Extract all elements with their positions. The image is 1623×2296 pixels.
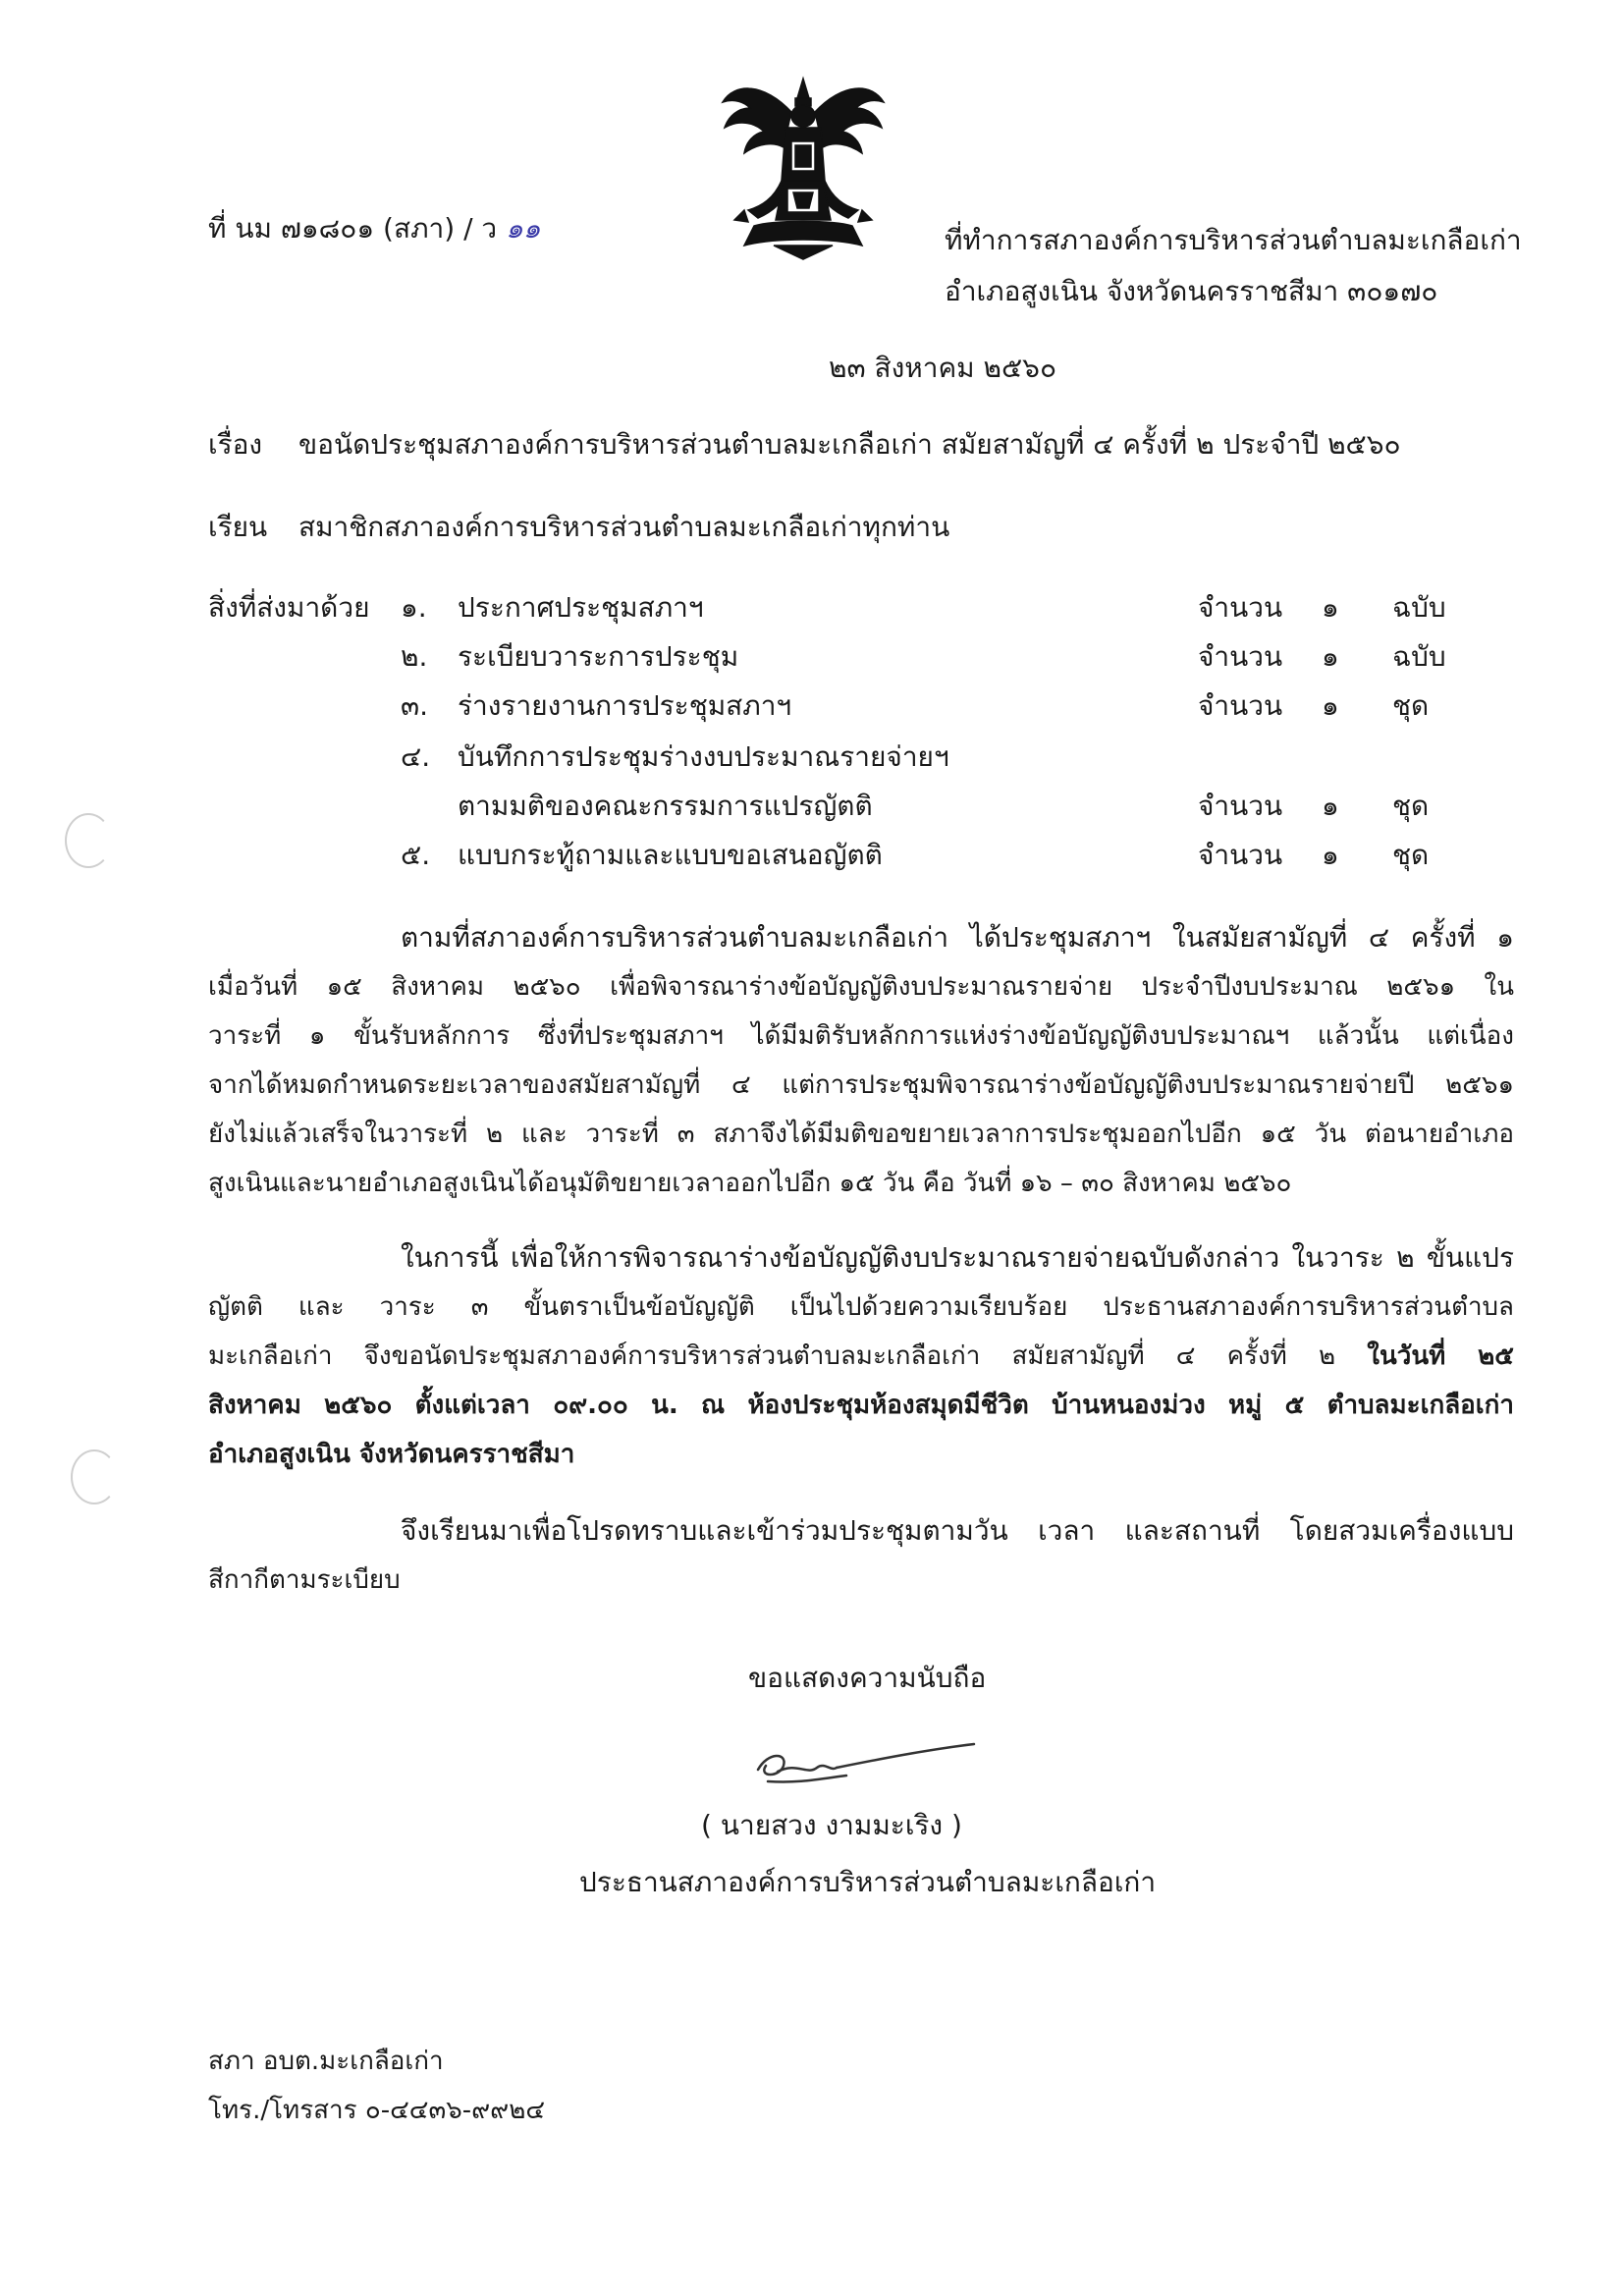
footer-phone: โทร./โทรสาร ๐-๔๔๓๖-๙๙๒๔ [208, 2096, 546, 2125]
enclosure-item: ๒. [401, 640, 428, 673]
enclosure-item: ๕. [401, 839, 431, 871]
signatory-position: ประธานสภาองค์การบริหารส่วนตำบลมะเกลือเก่า [579, 1866, 1157, 1898]
enclosure-qty: ๑ [1322, 839, 1339, 871]
punch-hole-top [65, 813, 112, 868]
reference-number-handwritten: ๑๑ [506, 212, 541, 245]
enclosure-item-text: ประกาศประชุมสภาฯ [458, 591, 704, 624]
enclosure-item-text: ระเบียบวาระการประชุม [458, 640, 739, 673]
reference-number: ที่ นม ๗๑๘๐๑ (สภา) / ว ๑๑ [208, 212, 541, 245]
enclosure-qty: ๑ [1322, 591, 1339, 624]
enclosure-item-text: ร่างรายงานการประชุมสภาฯ [458, 689, 792, 722]
body-paragraph-1: ตามที่สภาองค์การบริหารส่วนตำบลมะเกลือเก่า ได้ประชุมสภาฯ ในสมัยสามัญที่ ๔ ครั้งที่ ๑ เมื่อวันที่ ๑๕ สิงหาคม ๒๕๖๐ เพื่อพิจารณาร่างข้อบัญญัติงบประมาณรายจ่าย ประจำปีงบประมาณ ๒๕๖๑ ใน วาระที่ ๑ ขั้นรับหลักการ ซึ่งที่ประชุมสภาฯ ได้มีมติรับหลักการแห่งร่างข้อบัญญัติงบประมาณฯ แล้วนั้น แต่เนื่อง จากได้หมดกำหนดระยะเวลาของสมัยสามัญที่ ๔ แต่การประชุมพิจารณาร่างข้อบัญญัติงบประมาณรายจ่ายปี ๒๕๖๑ ยังไม่แล้วเสร็จในวาระที่ ๒ และ วาระที่ ๓ สภาจึงได้มีมติขอขยายเวลาการประชุมออกไปอีก ๑๕ วัน ต่อนายอำเภอ สูงเนินและนายอำเภอสูงเนินได้อนุมัติขยายเวลาออกไปอีก ๑๕ วัน คือ วันที่ ๑๖ – ๓๐ สิงหาคม ๒๕๖๐ [208, 921, 1514, 1198]
enclosure-unit: ฉบับ [1392, 640, 1446, 673]
meeting-details-emphasis: สิงหาคม ๒๕๖๐ ตั้งแต่เวลา ๐๙.๐๐ น. ณ ห้องประชุมห้องสมุดมีชีวิต บ้านหนองม่วง หมู่ ๕ ตำบลมะเกลือเก่า [208, 1391, 1514, 1420]
body-paragraph-3: จึงเรียนมาเพื่อโปรดทราบและเข้าร่วมประชุมตามวัน เวลา และสถานที่ โดยสวมเครื่องแบบ สีกากีตามระเบียบ [208, 1514, 1514, 1595]
footer-office: สภา อบต.มะเกลือเก่า [208, 2047, 444, 2076]
enclosure-qty: ๑ [1322, 689, 1339, 722]
enclosure-unit: ฉบับ [1392, 591, 1446, 624]
enclosure-unit: ชุด [1392, 790, 1430, 822]
closing-regards: ขอแสดงความนับถือ [748, 1662, 987, 1694]
enclosure-item: ๔. [401, 740, 431, 773]
garuda-emblem-icon [715, 73, 892, 265]
recipient-label: เรียน [208, 511, 268, 543]
office-address-line2: อำเภอสูงเนิน จังหวัดนครราชสีมา ๓๐๑๗๐ [945, 275, 1438, 307]
enclosures-label: สิ่งที่ส่งมาด้วย [208, 591, 370, 624]
body-paragraph-2: ในการนี้ เพื่อให้การพิจารณาร่างข้อบัญญัติงบประมาณรายจ่ายฉบับดังกล่าว ในวาระ ๒ ขั้นแปร ญัตติ และ วาระ ๓ ขั้นตราเป็นข้อบัญญัติ เป็นไปด้วยความเรียบร้อย ประธานสภาองค์การบริหารส่วนตำบล มะเกลือเก่า จึงขอนัดประชุมสภาองค์การบริหารส่วนตำบลมะเกลือเก่า สมัยสามัญที่ ๔ ครั้งที่ ๒ ในวันที่ ๒๕ สิงหาคม ๒๕๖๐ ตั้งแต่เวลา ๐๙.๐๐ น. ณ ห้องประชุมห้องสมุดมีชีวิต บ้านหนองม่วง หมู่ ๕ ตำบลมะเกลือเก่า อำเภอสูงเนิน จังหวัดนครราชสีมา [208, 1233, 1514, 1479]
enclosure-qty-label: จำนวน [1198, 591, 1283, 624]
subject-label: เรื่อง [208, 428, 263, 461]
enclosure-qty-label: จำนวน [1198, 839, 1283, 871]
recipient-text: สมาชิกสภาองค์การบริหารส่วนตำบลมะเกลือเก่าทุกท่าน [298, 511, 950, 543]
enclosure-qty-label: จำนวน [1198, 689, 1283, 722]
subject-text: ขอนัดประชุมสภาองค์การบริหารส่วนตำบลมะเกลือเก่า สมัยสามัญที่ ๔ ครั้งที่ ๒ ประจำปี ๒๕๖๐ [298, 428, 1401, 461]
signature [738, 1732, 994, 1801]
enclosure-item: ๑. [401, 591, 427, 624]
signatory-name: ( นายสวง งามมะเริง ) [701, 1809, 962, 1841]
meeting-date-emphasis: ในวันที่ ๒๕ [1367, 1341, 1514, 1371]
office-address-line1: ที่ทำการสภาองค์การบริหารส่วนตำบลมะเกลือเก่า [945, 224, 1522, 256]
enclosure-item-text-line2: ตามมติของคณะกรรมการแปรญัตติ [458, 790, 873, 822]
enclosure-qty: ๑ [1322, 790, 1339, 822]
letter-date: ๒๓ สิงหาคม ๒๕๖๐ [829, 352, 1057, 384]
enclosure-item: ๓. [401, 689, 429, 722]
enclosure-qty: ๑ [1322, 640, 1339, 673]
enclosure-unit: ชุด [1392, 839, 1430, 871]
enclosure-item-text: แบบกระทู้ถามและแบบขอเสนอญัตติ [458, 839, 883, 871]
punch-hole-bottom [71, 1449, 118, 1504]
enclosure-qty-label: จำนวน [1198, 640, 1283, 673]
enclosure-qty-label: จำนวน [1198, 790, 1283, 822]
enclosure-item-text: บันทึกการประชุมร่างงบประมาณรายจ่ายฯ [458, 740, 949, 773]
enclosure-unit: ชุด [1392, 689, 1430, 722]
meeting-location-emphasis: อำเภอสูงเนิน จังหวัดนครราชสีมา [208, 1440, 575, 1469]
